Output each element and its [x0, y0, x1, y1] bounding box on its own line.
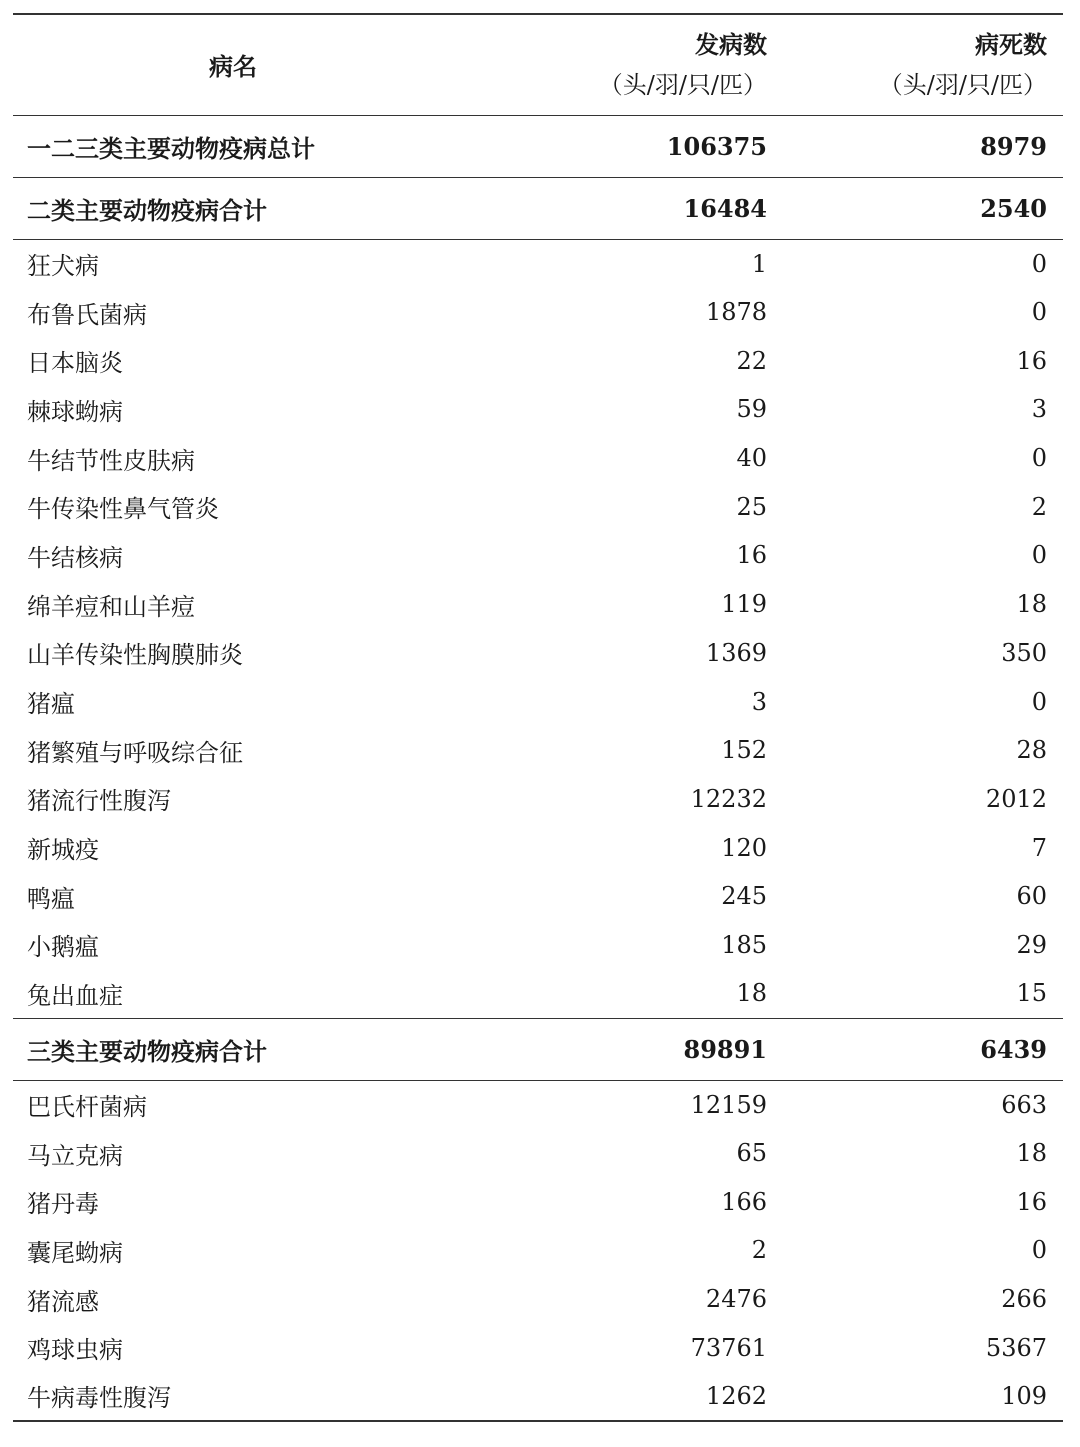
disease-name-cell: 新城疫 — [27, 836, 99, 865]
class3-total-cases: 89891 — [683, 1034, 767, 1064]
table-row — [13, 872, 1063, 921]
table-row — [13, 580, 1063, 629]
deaths-cell: 2012 — [985, 784, 1047, 813]
disease-name-cell: 鸭瘟 — [27, 884, 75, 913]
grand-total-row — [13, 115, 1063, 177]
class2-total-cases: 16484 — [683, 193, 767, 223]
cases-cell: 73761 — [690, 1333, 767, 1362]
disease-name-cell: 牛结节性皮肤病 — [27, 446, 195, 475]
deaths-cell: 18 — [1016, 590, 1047, 619]
deaths-cell: 7 — [1031, 833, 1047, 862]
disease-name-cell: 山羊传染性胸膜肺炎 — [27, 641, 243, 670]
table-row — [13, 823, 1063, 872]
cases-cell: 120 — [721, 833, 767, 862]
table-row — [13, 677, 1063, 726]
disease-name-cell: 猪瘟 — [27, 690, 75, 719]
disease-name-cell: 兔出血症 — [27, 981, 123, 1010]
disease-name-cell: 绵羊痘和山羊痘 — [27, 592, 195, 621]
grand-total-cases: 106375 — [666, 131, 767, 161]
deaths-cell: 0 — [1031, 1236, 1047, 1265]
disease-name-cell: 马立克病 — [27, 1141, 123, 1170]
class3-total-section — [13, 1018, 1063, 1080]
header-row — [13, 14, 1063, 115]
header-deaths — [783, 14, 1063, 115]
deaths-cell: 16 — [1016, 1187, 1047, 1216]
cases-cell: 2476 — [705, 1285, 767, 1314]
disease-name-cell: 布鲁氏菌病 — [27, 300, 147, 329]
cases-cell: 25 — [736, 492, 767, 521]
deaths-cell: 266 — [1001, 1285, 1047, 1314]
table-row — [13, 1275, 1063, 1324]
disease-name-cell: 巴氏杆菌病 — [27, 1093, 147, 1122]
disease-name-cell: 猪流行性腹泻 — [27, 787, 171, 816]
disease-name-cell: 猪繁殖与呼吸综合征 — [27, 738, 243, 767]
table-row — [13, 629, 1063, 678]
deaths-cell: 16 — [1016, 346, 1047, 375]
cases-cell: 3 — [751, 687, 767, 716]
deaths-cell: 0 — [1031, 687, 1047, 716]
grand-total-deaths: 8979 — [980, 131, 1047, 161]
cases-cell: 1369 — [705, 638, 767, 667]
deaths-cell: 5367 — [985, 1333, 1047, 1362]
cases-cell: 1 — [751, 249, 767, 278]
header-cases-unit: （头/羽/只/匹） — [598, 70, 767, 99]
disease-name-cell: 鸡球虫病 — [27, 1336, 123, 1365]
cases-cell: 185 — [721, 930, 767, 959]
cases-cell: 152 — [721, 736, 767, 765]
deaths-cell: 350 — [1001, 638, 1047, 667]
disease-name-cell: 日本脑炎 — [27, 349, 123, 378]
table-row — [13, 921, 1063, 970]
header-disease-name: 病名 — [209, 52, 257, 82]
class3-total-row — [13, 1018, 1063, 1080]
cases-cell: 12159 — [690, 1090, 767, 1119]
disease-name-cell: 猪流感 — [27, 1287, 99, 1316]
table-row — [13, 775, 1063, 824]
table-row — [13, 434, 1063, 483]
disease-name-cell: 猪丹毒 — [27, 1190, 99, 1219]
deaths-cell: 60 — [1016, 882, 1047, 911]
cases-cell: 245 — [721, 882, 767, 911]
table-row — [13, 336, 1063, 385]
table-row — [13, 531, 1063, 580]
disease-name-cell: 棘球蚴病 — [27, 397, 123, 426]
disease-name-cell: 牛传染性鼻气管炎 — [27, 495, 219, 524]
table-row — [13, 1226, 1063, 1275]
deaths-cell: 2 — [1031, 492, 1047, 521]
cases-cell: 22 — [736, 346, 767, 375]
table-body — [13, 115, 1063, 239]
deaths-cell: 28 — [1016, 736, 1047, 765]
table-row — [13, 385, 1063, 434]
cases-cell: 119 — [721, 590, 767, 619]
deaths-cell: 29 — [1016, 930, 1047, 959]
disease-name-cell: 牛病毒性腹泻 — [27, 1384, 171, 1413]
class3-total-deaths: 6439 — [980, 1034, 1047, 1064]
disease-name-cell: 牛结核病 — [27, 543, 123, 572]
class2-total-name: 二类主要动物疫病合计 — [27, 195, 267, 225]
class2-total-deaths: 2540 — [980, 193, 1047, 223]
table-row — [13, 288, 1063, 337]
table-row — [13, 1323, 1063, 1372]
class3-total-name: 三类主要动物疫病合计 — [27, 1036, 267, 1066]
disease-name-cell: 小鹅瘟 — [27, 933, 99, 962]
header-deaths-title: 病死数 — [975, 29, 1047, 59]
cases-cell: 59 — [736, 395, 767, 424]
cases-cell: 12232 — [690, 784, 767, 813]
table-row — [13, 969, 1063, 1018]
table-row — [13, 1080, 1063, 1129]
cases-cell: 16 — [736, 541, 767, 570]
cases-cell: 166 — [721, 1187, 767, 1216]
deaths-cell: 15 — [1016, 979, 1047, 1008]
cases-cell: 18 — [736, 979, 767, 1008]
deaths-cell: 18 — [1016, 1139, 1047, 1168]
cases-cell: 40 — [736, 444, 767, 473]
table-row — [13, 1372, 1063, 1421]
header-deaths-unit: （头/羽/只/匹） — [878, 70, 1047, 99]
class3-disease-rows — [13, 1080, 1063, 1421]
table-row — [13, 1177, 1063, 1226]
cases-cell: 2 — [751, 1236, 767, 1265]
deaths-cell: 0 — [1031, 298, 1047, 327]
deaths-cell: 663 — [1001, 1090, 1047, 1119]
disease-statistics-table — [13, 13, 1063, 1422]
table-row — [13, 1129, 1063, 1178]
table-header — [13, 14, 1063, 115]
table-row — [13, 239, 1063, 288]
disease-name-cell: 狂犬病 — [27, 252, 99, 281]
cases-cell: 1262 — [705, 1381, 767, 1410]
disease-name-cell: 囊尾蚴病 — [27, 1238, 123, 1267]
deaths-cell: 0 — [1031, 444, 1047, 473]
class2-total-row — [13, 177, 1063, 239]
header-cases-title: 发病数 — [695, 29, 767, 59]
deaths-cell: 109 — [1001, 1381, 1047, 1410]
table-row — [13, 726, 1063, 775]
header-cases — [533, 14, 783, 115]
grand-total-name: 一二三类主要动物疫病总计 — [27, 133, 315, 163]
table-row — [13, 482, 1063, 531]
cases-cell: 65 — [736, 1139, 767, 1168]
disease-table-container — [13, 13, 1063, 1422]
deaths-cell: 0 — [1031, 541, 1047, 570]
deaths-cell: 0 — [1031, 249, 1047, 278]
cases-cell: 1878 — [705, 298, 767, 327]
deaths-cell: 3 — [1031, 395, 1047, 424]
class2-disease-rows — [13, 239, 1063, 1018]
